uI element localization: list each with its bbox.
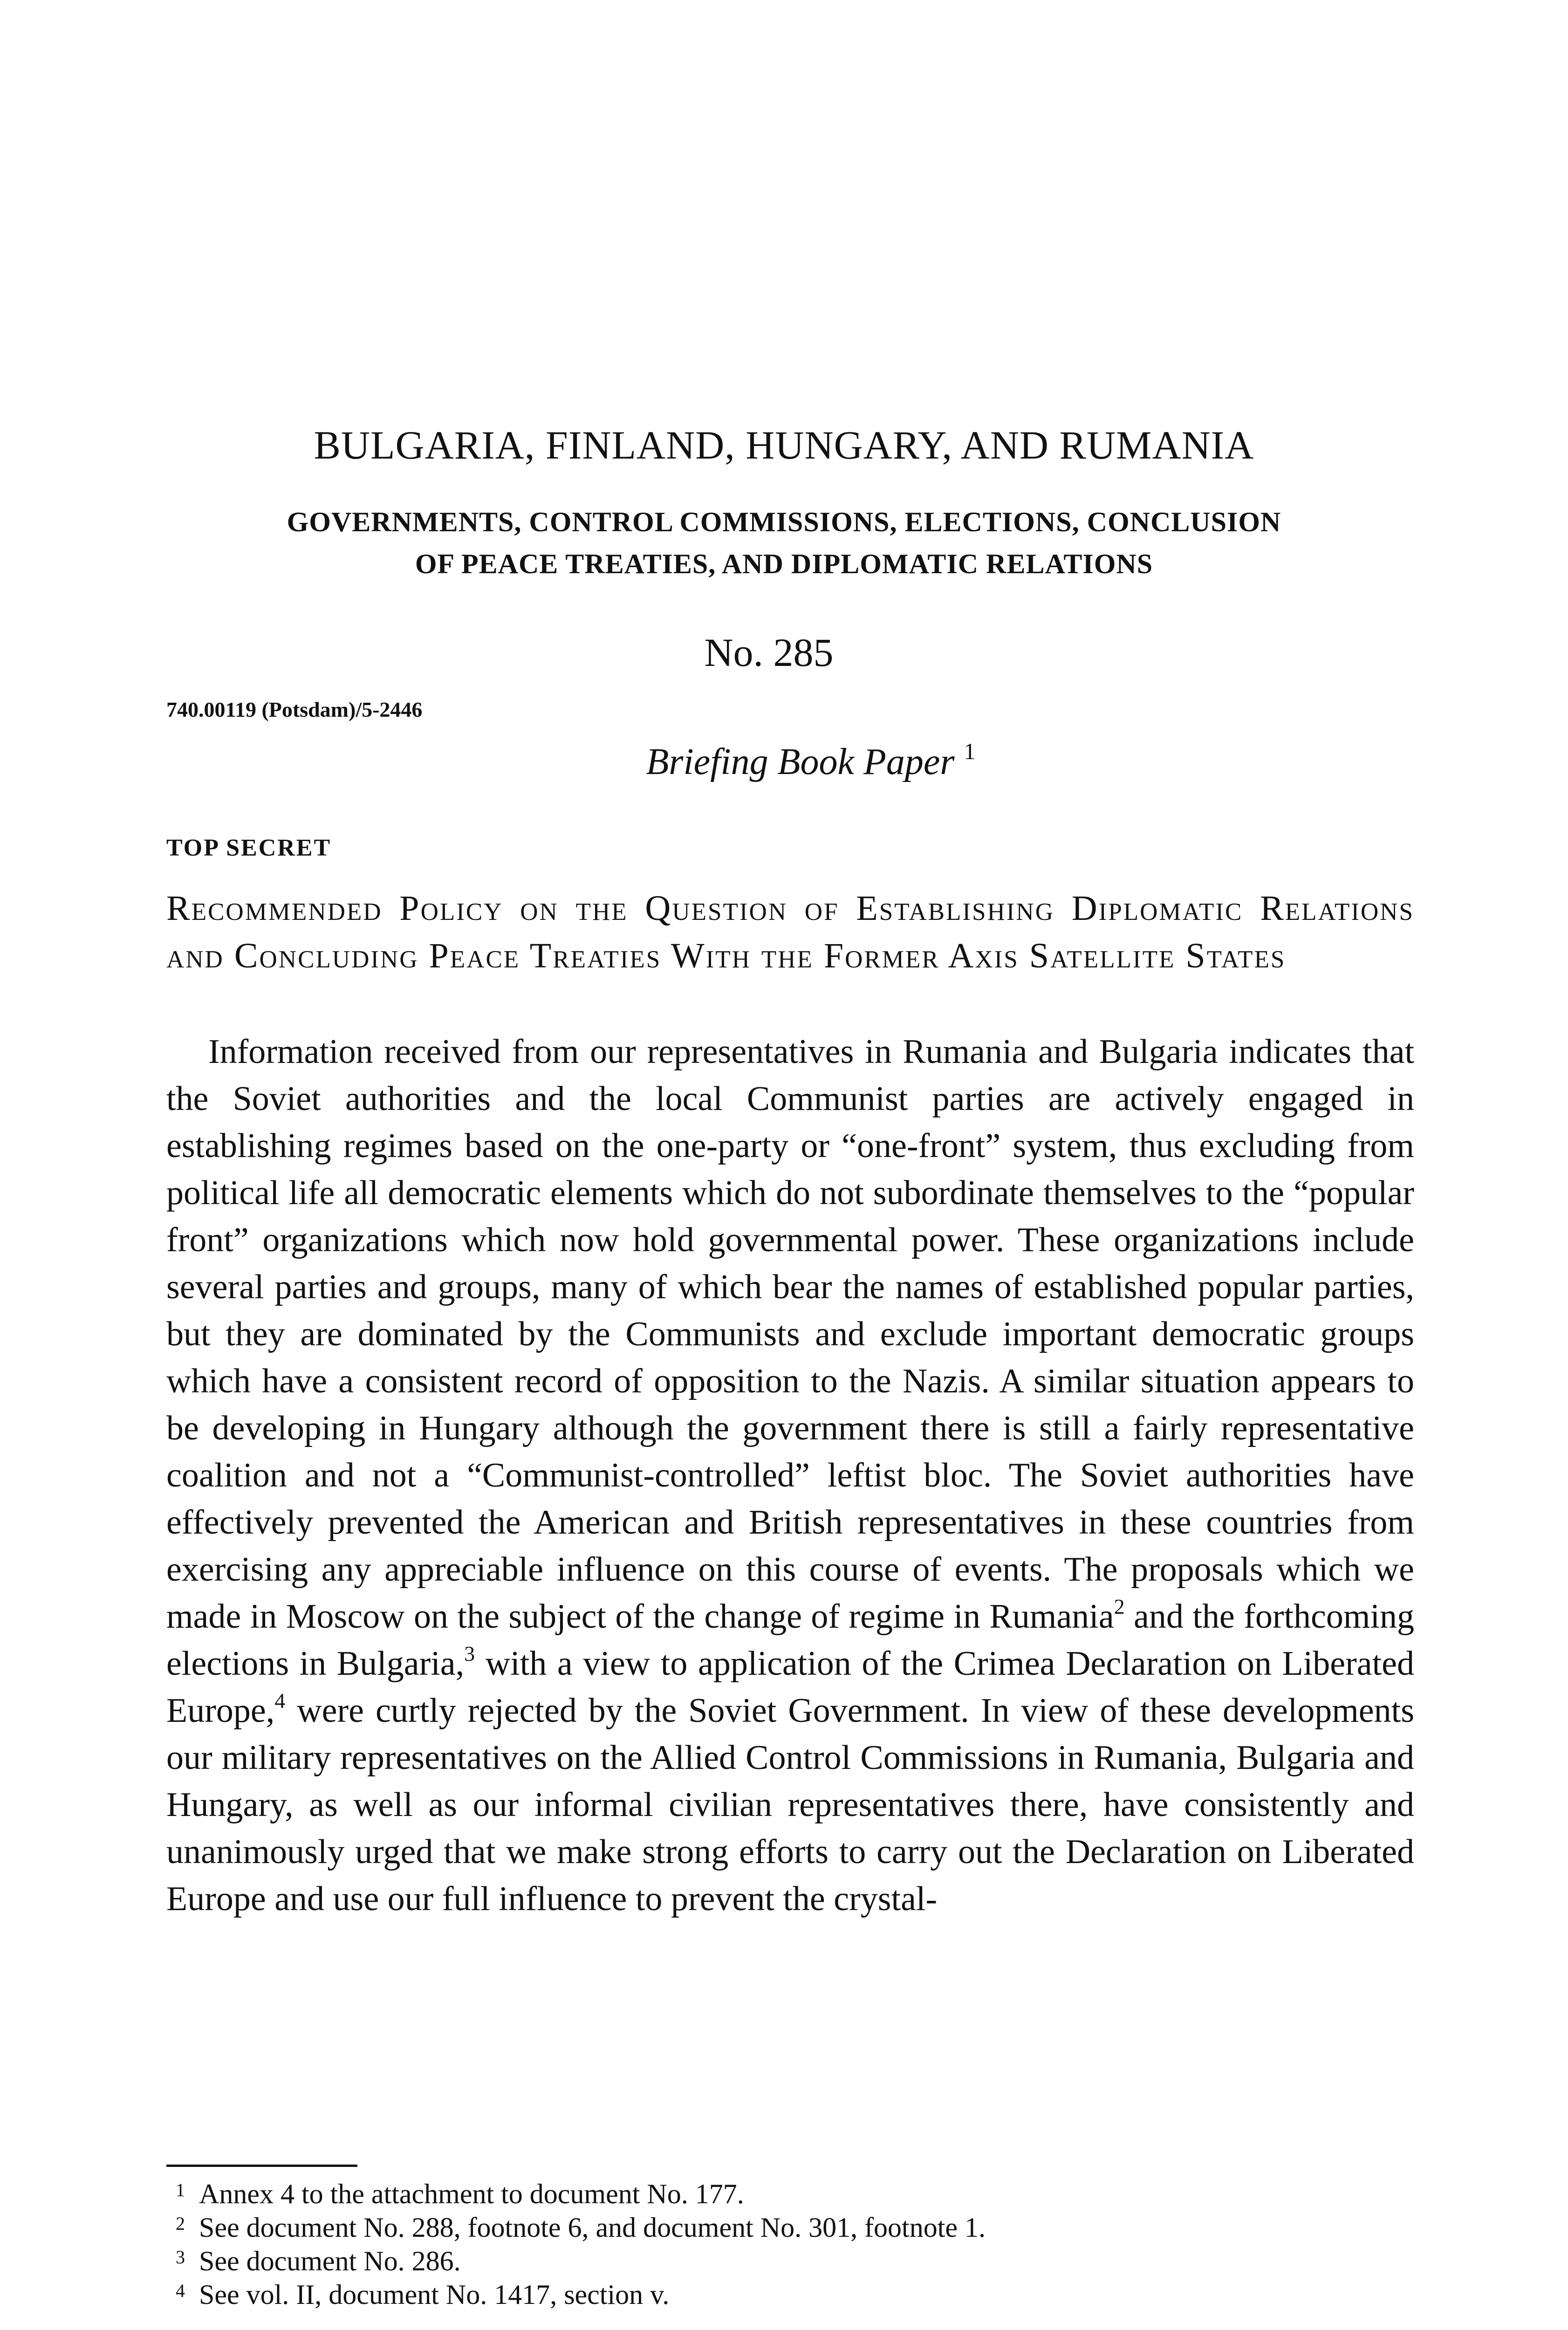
section-subtitle <box>0 501 1568 585</box>
file-reference: 740.00119 (Potsdam)/5-2446 <box>166 698 423 721</box>
footnotes <box>166 2177 986 2311</box>
footnote-ref-3: 3 <box>464 1642 475 1665</box>
document-number: No. 285 <box>704 630 834 675</box>
footnote-ref-1: 1 <box>964 738 976 764</box>
body-text-part-1: Information received from our representatives in Rumania and Bulgaria indicates that the Soviet authorities and the local Communist parties are actively engaged in establishing regimes based on the one-party or “one-front” system, thus excluding from political life all democratic elements which do not subordinate themselves to the “popular front” organizations which now hold governmental power. These organizations include several parties and groups, many of which bear the names of established popular parties, but they are dominated by the Communists and exclude important democratic groups which have a consistent record of opposition to the Nazis. A similar situation appears to be developing in Hungary although the government there is still a fairly representative coalition and not a “Communist-controlled” leftist bloc. The Soviet authorities have effectively prevented the American and British representatives in these countries from exercising any appreciable influence on this course of events. The proposals which we made in Moscow on the subject of the change of regime in Rumania <box>166 1033 1414 1636</box>
footnote-text: See document No. 286. <box>199 2246 461 2276</box>
document-type <box>601 738 1020 783</box>
classification-label: TOP SECRET <box>166 835 332 861</box>
footnote-4 <box>166 2278 986 2311</box>
footnote-ref-4: 4 <box>274 1689 286 1713</box>
section-title: BULGARIA, FINLAND, HUNGARY, AND RUMANIA <box>314 423 1254 467</box>
footnote-text: See document No. 288, footnote 6, and document No. 301, footnote 1. <box>199 2212 986 2243</box>
document-heading: Recommended Policy on the Question of Establishing Diplomatic Relations and Concluding Peace Treaties With the Former Axis Satellite States <box>166 889 1414 975</box>
footnote-3 <box>166 2244 986 2278</box>
footnote-divider <box>166 2165 357 2167</box>
body-text-part-2: and the forthcoming elections in Bulgaria, <box>166 1597 1415 1683</box>
footnote-1 <box>166 2177 986 2211</box>
footnote-mark: 1 <box>176 2179 185 2200</box>
footnote-text: Annex 4 to the attachment to document No. 177. <box>199 2179 744 2209</box>
footnote-2 <box>166 2211 986 2244</box>
body-text-part-4: were curtly rejected by the Soviet Government. In view of these developments our military representatives on the Allied Control Commissions in Rumania, Bulgaria and Hungary, as well as our informal civilian representatives there, have consistently and unanimously urged that we make strong efforts to carry out the Declaration on Liberated Europe and use our full influence to prevent the crystal- <box>166 1692 1414 1918</box>
document-type-label: Briefing Book Paper <box>646 741 955 782</box>
footnote-text: See vol. II, document No. 1417, section v. <box>199 2279 670 2310</box>
footnote-mark: 3 <box>176 2247 185 2268</box>
subtitle-line-2: OF PEACE TREATIES, AND DIPLOMATIC RELATIONS <box>415 548 1153 579</box>
footnote-mark: 2 <box>176 2213 185 2234</box>
footnote-mark: 4 <box>176 2280 185 2301</box>
subtitle-line-1: GOVERNMENTS, CONTROL COMMISSIONS, ELECTIONS, CONCLUSION <box>287 507 1281 537</box>
body-text-part-3: with a view to application of the Crimea Declaration on Liberated Europe, <box>166 1645 1414 1730</box>
body-paragraph <box>166 1028 1414 1923</box>
footnote-ref-2: 2 <box>1114 1595 1125 1618</box>
